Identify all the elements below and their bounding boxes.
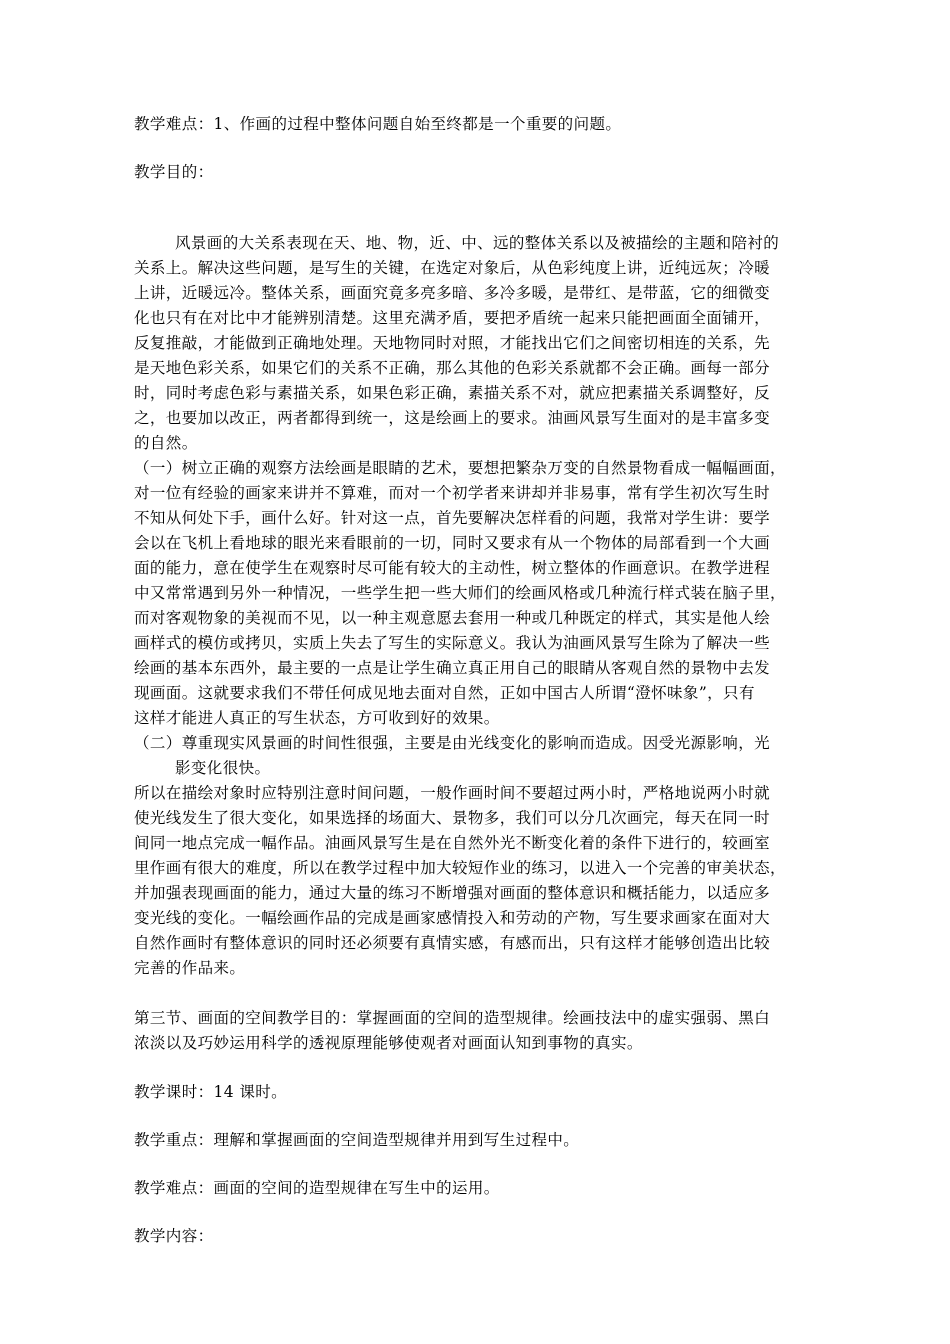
paragraph-line: 时，同时考虑色彩与素描关系，如果色彩正确，素描关系不对，就应把素描关系调整好，反 [134, 384, 771, 402]
paragraph-line: 完善的作品来。 [134, 959, 246, 977]
paragraph-line: 会以在飞机上看地球的眼光来看眼前的一切，同时又要求有从一个物体的局部看到一个大画 [134, 534, 771, 552]
paragraph-line: 面的能力，意在使学生在观察时尽可能有较大的主动性，树立整体的作画意识。在教学进程 [134, 559, 771, 577]
paragraph-line: 变光线的变化。一幅绘画作品的完成是画家感情投入和劳动的产物，写生要求画家在面对大 [134, 909, 771, 927]
paragraph-line: 间同一地点完成一幅作品。油画风景写生是在自然外光不断变化着的条件下进行的，较画室 [134, 834, 771, 852]
paragraph-line: 所以在描绘对象时应特别注意时间问题，一般作画时间不要超过两小时，严格地说两小时就 [134, 784, 771, 802]
difficulty-line: 教学难点：1、作画的过程中整体问题自始至终都是一个重要的问题。 [134, 115, 622, 133]
paragraph-line: 的自然。 [134, 434, 198, 452]
key-points: 教学重点：理解和掌握画面的空间造型规律并用到写生过程中。 [134, 1131, 580, 1149]
paragraph-line: 浓淡以及巧妙运用科学的透视原理能够使观者对画面认知到事物的真实。 [134, 1034, 643, 1052]
paragraph-line: 里作画有很大的难度，所以在教学过程中加大较短作业的练习，以进入一个完善的审美状态， [134, 859, 786, 877]
paragraph-line: 自然作画时有整体意识的同时还必须要有真情实感，有感而出，只有这样才能够创造出比较 [134, 934, 771, 952]
section-one-line: （一）树立正确的观察方法绘画是眼睛的艺术，要想把繁杂万变的自然景物看成一幅幅画面， [134, 459, 786, 477]
paragraph-line: 反复推敲，才能做到正确地处理。天地物同时对照，才能找出它们之间密切相连的关系，先 [134, 334, 771, 352]
paragraph-line: 关系上。解决这些问题，是写生的关键，在选定对象后，从色彩纯度上讲，近纯远灰；冷暖 [134, 259, 771, 277]
paragraph-line: 对一位有经验的画家来讲并不算难，而对一个初学者来讲却并非易事，常有学生初次写生时 [134, 484, 771, 502]
paragraph-line: 使光线发生了很大变化，如果选择的场面大、景物多，我们可以分几次画完，每天在同一时 [134, 809, 771, 827]
content-heading: 教学内容： [134, 1227, 214, 1245]
paragraph-line: 中又常常遇到另外一种情况，一些学生把一些大师们的绘画风格或几种流行样式装在脑子里， [134, 584, 786, 602]
section-three-line: 第三节、画面的空间教学目的：掌握画面的空间的造型规律。绘画技法中的虚实强弱、黑白 [134, 1009, 771, 1027]
paragraph-line: 之，也要加以改正，两者都得到统一，这是绘画上的要求。油画风景写生面对的是丰富多变 [134, 409, 771, 427]
paragraph-line: 现画面。这就要求我们不带任何成见地去面对自然，正如中国古人所谓“澄怀味象”，只有 [134, 684, 755, 702]
paragraph-line: 影变化很快。 [175, 759, 271, 777]
difficulty-line: 教学难点：画面的空间的造型规律在写生中的运用。 [134, 1179, 500, 1197]
paragraph-line: 上讲，近暖远冷。整体关系，画面究竟多亮多暗、多冷多暖，是带红、是带蓝，它的细微变 [134, 284, 771, 302]
paragraph-line: 画样式的模仿或拷贝，实质上失去了写生的实际意义。我认为油画风景写生除为了解决一些 [134, 634, 771, 652]
paragraph-line: 风景画的大关系表现在天、地、物，近、中、远的整体关系以及被描绘的主题和陪衬的 [175, 234, 780, 252]
section-two-line: （二）尊重现实风景画的时间性很强，主要是由光线变化的影响而造成。因受光源影响，光 [134, 734, 771, 752]
lesson-hours: 教学课时：14 课时。 [134, 1083, 288, 1101]
paragraph-line: 是天地色彩关系，如果它们的关系不正确，那么其他的色彩关系就都不会正确。画每一部分 [134, 359, 771, 377]
paragraph-line: 这样才能进人真正的写生状态，方可收到好的效果。 [134, 709, 500, 727]
objective-heading: 教学目的： [134, 163, 214, 181]
paragraph-line: 绘画的基本东西外，最主要的一点是让学生确立真正用自己的眼睛从客观自然的景物中去发 [134, 659, 771, 677]
paragraph-line: 而对客观物象的美视而不见，以一种主观意愿去套用一种或几种既定的样式，其实是他人绘 [134, 609, 771, 627]
paragraph-line: 并加强表现画面的能力，通过大量的练习不断增强对画面的整体意识和概括能力，以适应多 [134, 884, 771, 902]
paragraph-line: 不知从何处下手，画什么好。针对这一点，首先要解决怎样看的问题，我常对学生讲：要学 [134, 509, 771, 527]
paragraph-line: 化也只有在对比中才能辨别清楚。这里充满矛盾，要把矛盾统一起来只能把画面全面铺开， [134, 309, 771, 327]
